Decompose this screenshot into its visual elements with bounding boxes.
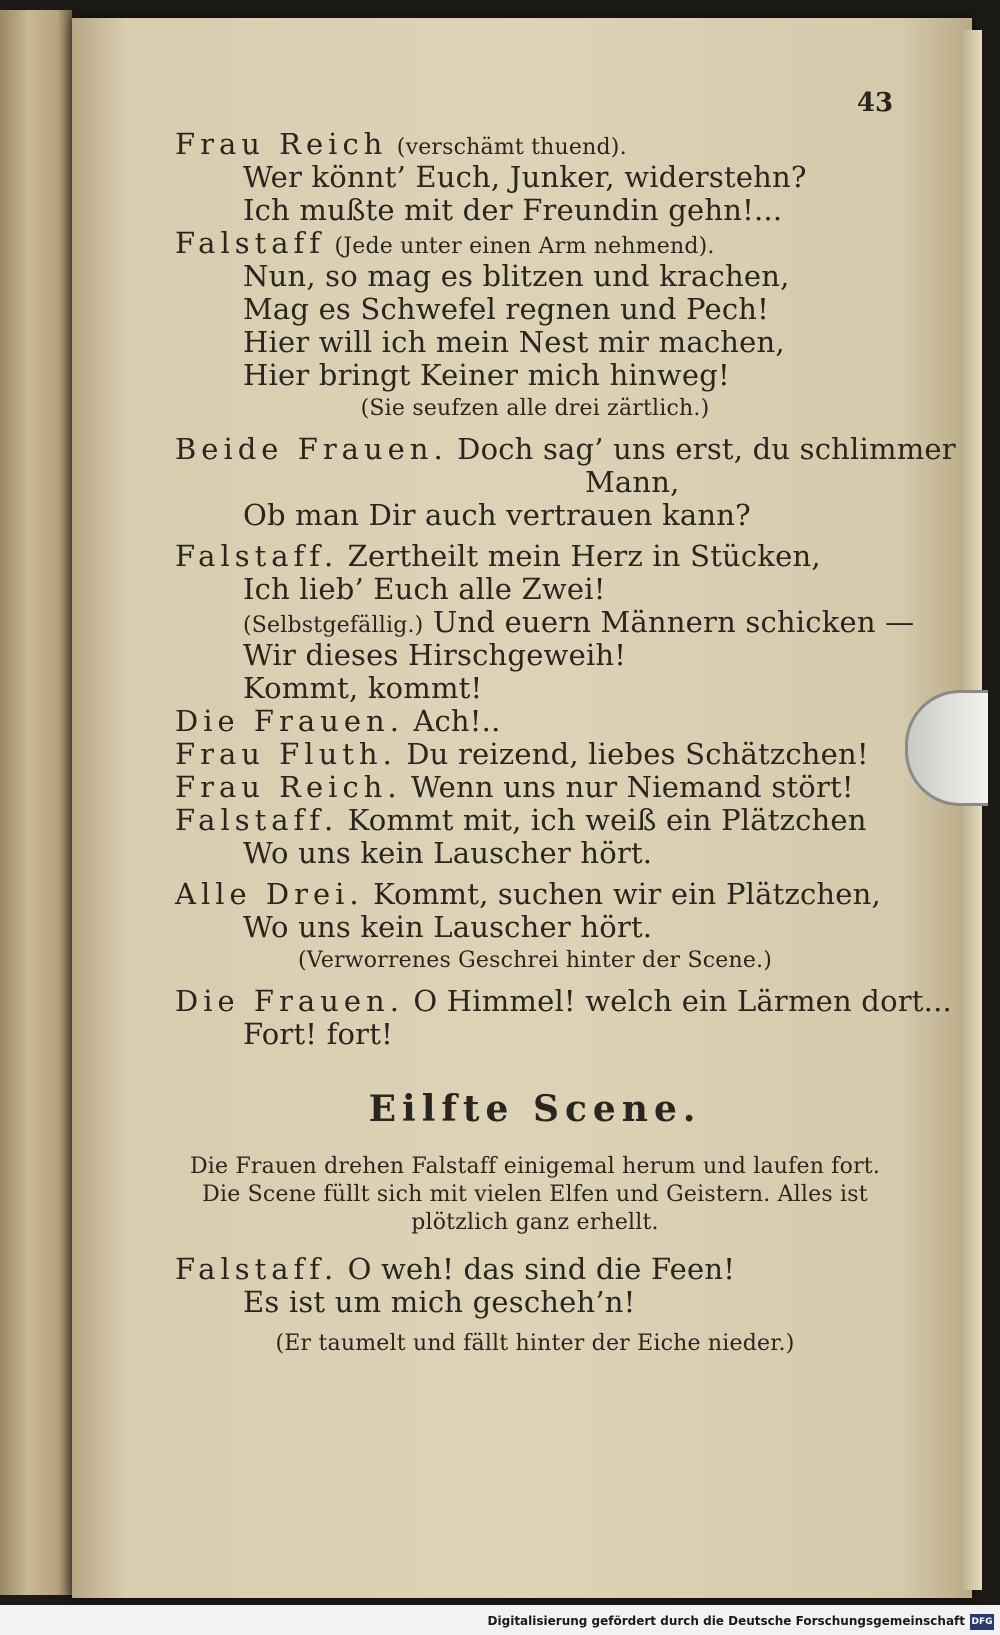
speaker-name: Die Frauen. — [175, 704, 404, 738]
text-line — [175, 878, 895, 911]
verse-text: O weh! das sind die Feen! — [347, 1252, 736, 1286]
text-line: Wer könnt’ Euch, Junker, widerstehn? — [243, 160, 807, 194]
text-line: Ob man Dir auch vertrauen kann? — [243, 498, 751, 532]
verse-text: Ach!.. — [413, 704, 501, 738]
scene-description-line: Die Frauen drehen Falstaff einigemal herum und laufen fort. — [189, 1154, 881, 1179]
verse-text: Und euern Männern schicken — — [432, 605, 915, 639]
text-line: Wo uns kein Lauscher hört. — [243, 910, 653, 944]
stage-direction: (Selbstgefällig.) — [243, 613, 424, 638]
text-line: Ich lieb’ Euch alle Zwei! — [243, 572, 606, 606]
text-line: Wir dieses Hirschgeweih! — [243, 638, 627, 672]
facing-page-edge — [0, 10, 72, 1595]
stage-direction: (verschämt thuend). — [396, 135, 627, 160]
text-line — [175, 705, 895, 738]
text-line: Mann, — [585, 465, 680, 499]
verse-text: Kommt, suchen wir ein Plätzchen, — [373, 877, 881, 911]
speaker-name: Frau Fluth. — [175, 737, 397, 771]
speaker-name: Falstaff. — [175, 803, 339, 837]
text-line — [175, 605, 915, 639]
verse-text: Zertheilt mein Herz in Stücken, — [347, 539, 821, 573]
stage-direction: (Er taumelt und fällt hinter der Eiche nieder.) — [275, 1331, 795, 1356]
text-line — [175, 771, 895, 804]
speaker-name: Die Frauen. — [175, 984, 404, 1018]
speaker-name: Falstaff. — [175, 1252, 339, 1286]
text-line — [175, 804, 895, 837]
text-line: Wo uns kein Lauscher hört. — [243, 836, 653, 870]
stage-direction: (Verworrenes Geschrei hinter der Scene.) — [297, 948, 773, 973]
stage-direction: (Sie seufzen alle drei zärtlich.) — [360, 396, 710, 421]
scene-heading: Eilfte Scene. — [368, 1088, 702, 1130]
verse-text: Doch sag’ uns erst, du schlimmer — [457, 432, 956, 466]
play-text — [175, 127, 956, 1360]
speaker-name: Falstaff — [175, 226, 326, 260]
verse-text: O Himmel! welch ein Lärmen dort... — [413, 984, 952, 1018]
footer-bar — [0, 1605, 1000, 1635]
speaker-name: Frau Reich. — [175, 770, 402, 804]
speaker-name: Frau Reich — [175, 127, 388, 161]
dfg-logo-icon: DFG — [970, 1614, 994, 1630]
digitization-credit: Digitalisierung gefördert durch die Deutsche Forschungsgemeinschaft — [487, 1614, 965, 1628]
text-line: Nun, so mag es blitzen und krachen, — [243, 259, 790, 293]
text-line — [175, 432, 956, 466]
page-stack-edge — [960, 30, 982, 1590]
text-line: Ich mußte mit der Freundin gehn!... — [243, 193, 783, 227]
text-line: Es ist um mich gescheh’n! — [243, 1285, 636, 1319]
speaker-name: Falstaff. — [175, 539, 339, 573]
page-number: 43 — [856, 88, 894, 118]
text-line: Kommt, kommt! — [243, 671, 483, 705]
scene-description-line: plötzlich ganz erhellt. — [411, 1210, 659, 1235]
text-line: Hier bringt Keiner mich hinweg! — [243, 358, 730, 392]
text-line — [175, 540, 895, 573]
verse-text: Kommt mit, ich weiß ein Plätzchen — [347, 803, 867, 837]
speaker-name: Alle Drei. — [175, 877, 364, 911]
speaker-name: Beide Frauen. — [175, 432, 448, 466]
text-line: Mag es Schwefel regnen und Pech! — [243, 292, 769, 326]
text-line: Fort! fort! — [243, 1017, 393, 1051]
text-line — [175, 984, 952, 1018]
verse-text: Du reizend, liebes Schätzchen! — [406, 737, 869, 771]
text-line — [175, 128, 895, 161]
text-line — [175, 738, 895, 771]
text-line: Hier will ich mein Nest mir machen, — [243, 325, 785, 359]
text-line — [175, 1253, 895, 1286]
verse-text: Wenn uns nur Niemand stört! — [411, 770, 854, 804]
stage-direction: (Jede unter einen Arm nehmend). — [334, 234, 715, 259]
text-line — [175, 227, 895, 260]
scene-description-line: Die Scene füllt sich mit vielen Elfen und Geistern. Alles ist — [202, 1182, 868, 1207]
